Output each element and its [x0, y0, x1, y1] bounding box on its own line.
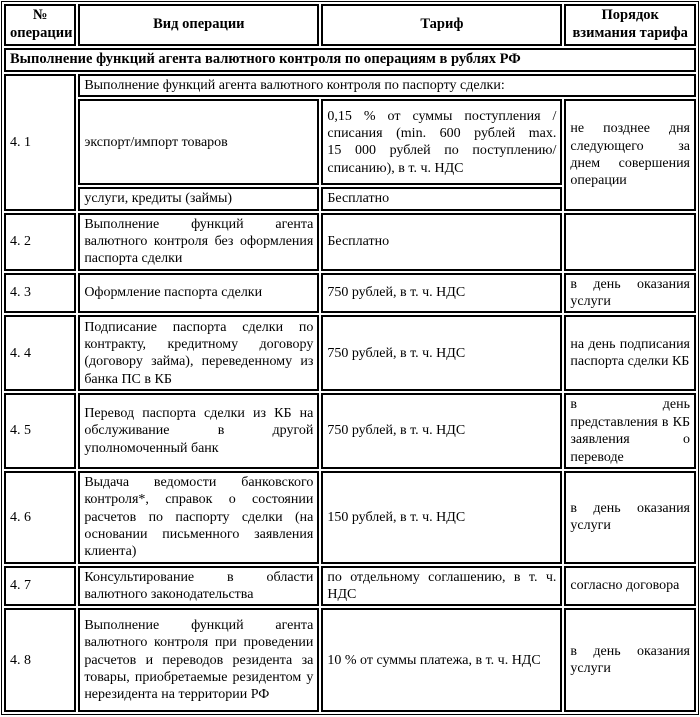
operation-cell: Выдача ведомости банковского контроля*, справок о состоянии расчетов по паспорту сделки (на основании письменного заявления клиента)	[78, 471, 319, 564]
operation-cell: услуги, кредиты (займы)	[78, 187, 319, 210]
operation-number-cell: 4. 4	[4, 315, 76, 391]
table-row	[4, 213, 696, 271]
operation-number-cell: 4. 5	[4, 393, 76, 468]
tariff-cell: 750 рублей, в т. ч. НДС	[321, 273, 562, 314]
tariff-cell: 0,15 % от суммы поступления /списания (min. 600 рублей max. 15 000 рублей по поступлению/списанию), в т. ч. НДС	[321, 99, 562, 185]
table-row	[4, 273, 696, 314]
operation-cell: Перевод паспорта сделки из КБ на обслуживание в другой уполномоченный банк	[78, 393, 319, 468]
collection-order-cell: в день представления в КБ заявления о переводе	[564, 393, 696, 468]
section-title: Выполнение функций агента валютного контроля по операциям в рублях РФ	[4, 48, 696, 72]
table-row	[4, 608, 696, 712]
col-header-tariff	[321, 4, 562, 46]
group-subheader-cell: Выполнение функций агента валютного контроля по паспорту сделки:	[78, 74, 696, 97]
table-row	[4, 566, 696, 607]
operation-cell: Подписание паспорта сделки по контракту, кредитному договору (договору займа), переведенному из банка ПС в КБ	[78, 315, 319, 391]
operation-number-cell: 4. 8	[4, 608, 76, 712]
collection-order-cell: не позднее дня следующего за днем совершения операции	[564, 99, 696, 210]
col-header-line: взимания тарифа	[572, 24, 688, 41]
tariff-document	[0, 1, 700, 717]
operation-number-cell: 4. 6	[4, 471, 76, 564]
operation-cell: Выполнение функций агента валютного контроля без оформления паспорта сделки	[78, 213, 319, 271]
col-header-operation-type	[78, 4, 319, 46]
tariff-cell: 750 рублей, в т. ч. НДС	[321, 315, 562, 391]
col-header-line: операции	[10, 24, 73, 41]
tariff-cell: 10 % от суммы платежа, в т. ч. НДС	[321, 608, 562, 712]
table-row	[4, 99, 696, 185]
tariff-cell: Бесплатно	[321, 187, 562, 210]
operation-number-cell: 4. 7	[4, 566, 76, 607]
tariff-cell: по отдельному соглашению, в т. ч. НДС	[321, 566, 562, 607]
collection-order-cell	[564, 213, 696, 271]
table-row	[4, 393, 696, 468]
col-header-collection-order	[564, 4, 696, 46]
operation-cell: Выполнение функций агента валютного контроля при проведении расчетов и переводов резидента за товары, приобретаемые резидентом у нерезидента на территории РФ	[78, 608, 319, 712]
collection-order-cell: в день оказания услуги	[564, 273, 696, 314]
operation-cell: Оформление паспорта сделки	[78, 273, 319, 314]
table-row	[4, 74, 696, 97]
table-row	[4, 315, 696, 391]
section-header-row	[4, 48, 696, 72]
col-header-line: №	[32, 7, 48, 23]
operation-number-cell: 4. 3	[4, 273, 76, 314]
table-row	[4, 471, 696, 564]
col-header-line: Порядок	[601, 7, 659, 23]
collection-order-cell: на день подписания паспорта сделки КБ	[564, 315, 696, 391]
col-header-operation-number	[4, 4, 76, 46]
tariff-cell: Бесплатно	[321, 213, 562, 271]
col-header-line: Вид операции	[153, 15, 245, 32]
operation-number-cell: 4. 1	[4, 74, 76, 211]
collection-order-cell: согласно договора	[564, 566, 696, 607]
table-header-row	[4, 4, 696, 46]
currency-control-tariff-table	[1, 1, 699, 715]
tariff-cell: 750 рублей, в т. ч. НДС	[321, 393, 562, 468]
operation-number-cell: 4. 2	[4, 213, 76, 271]
collection-order-cell: в день оказания услуги	[564, 471, 696, 564]
operation-cell: экспорт/импорт товаров	[78, 99, 319, 185]
collection-order-cell: в день оказания услуги	[564, 608, 696, 712]
tariff-cell: 150 рублей, в т. ч. НДС	[321, 471, 562, 564]
col-header-line: Тариф	[420, 15, 464, 32]
operation-cell: Консультирование в области валютного законодательства	[78, 566, 319, 607]
